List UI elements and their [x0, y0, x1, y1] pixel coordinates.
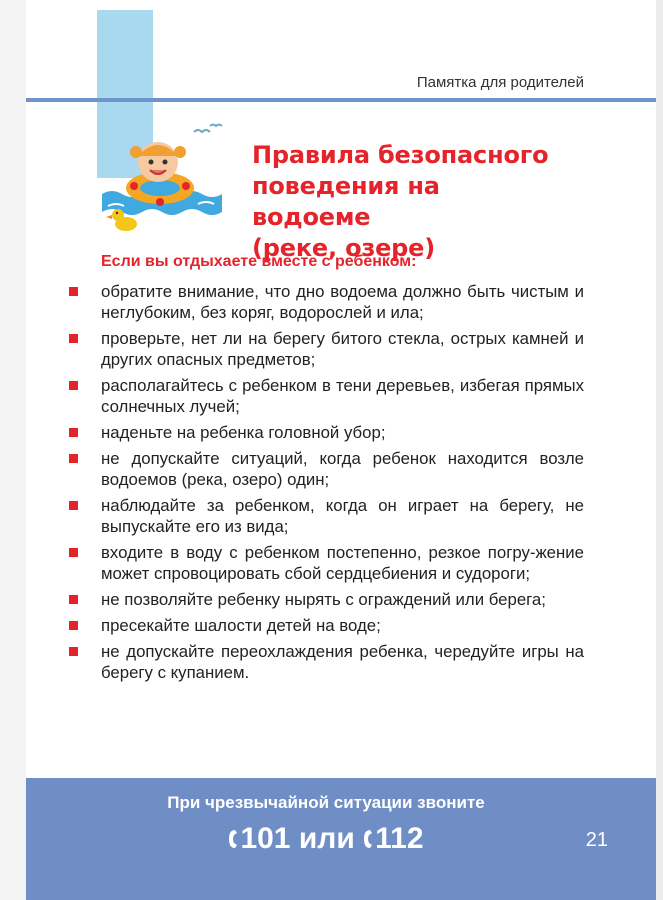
- header-rule: [26, 98, 656, 102]
- emergency-number-112: 112: [375, 822, 424, 855]
- list-item: [68, 448, 584, 490]
- list-item-text: располагайтесь с ребенком в тени деревьев, избегая прямых солнечных лучей;: [101, 376, 584, 416]
- list-item-text: пресекайте шалости детей на воде;: [101, 616, 381, 635]
- title-line: поведения на водоеме: [252, 172, 440, 231]
- child-swimming-illustration-icon: [98, 122, 230, 238]
- title-line: Правила безопасного: [252, 141, 549, 169]
- bullet-square-icon: [69, 381, 78, 390]
- rules-list: [68, 281, 584, 688]
- list-item: [68, 495, 584, 537]
- list-item: [68, 328, 584, 370]
- title-line: (реке, озере): [252, 234, 436, 262]
- page-number: 21: [585, 829, 608, 851]
- intro-heading: Если вы отдыхаете вместе с ребенком:: [101, 253, 417, 270]
- emergency-text: При чрезвычайной ситуации звоните: [167, 793, 485, 812]
- list-item: [68, 281, 584, 323]
- list-item-text: наденьте на ребенка головной убор;: [101, 423, 386, 442]
- bullet-square-icon: [69, 334, 78, 343]
- bullet-square-icon: [69, 287, 78, 296]
- emergency-numbers: [26, 822, 626, 856]
- bullet-square-icon: [69, 595, 78, 604]
- bullet-square-icon: [69, 428, 78, 437]
- bullet-square-icon: [69, 621, 78, 630]
- list-item: [68, 615, 584, 636]
- list-item-text: входите в воду с ребенком постепенно, резкое погру-жение может спровоцировать сбой сердцебиения и судороги;: [101, 543, 584, 583]
- list-item-text: не допускайте переохлаждения ребенка, чередуйте игры на берегу с купанием.: [101, 642, 584, 682]
- phone-icon: [363, 829, 373, 849]
- list-item-text: наблюдайте за ребенком, когда он играет на берегу, не выпускайте его из вида;: [101, 496, 584, 536]
- header-text: Памятка для родителей: [416, 74, 584, 91]
- list-item-text: не допускайте ситуаций, когда ребенок находится возле водоемов (река, озеро) один;: [101, 449, 584, 489]
- page-edge: [656, 0, 663, 900]
- emergency-connector: или: [298, 822, 355, 855]
- page-title: [252, 140, 562, 264]
- bullet-square-icon: [69, 501, 78, 510]
- list-item: [68, 641, 584, 683]
- list-item: [68, 422, 584, 443]
- list-item: [68, 589, 584, 610]
- list-item-text: обратите внимание, что дно водоема должно быть чистым и неглубоким, без коряг, водорослей и ила;: [101, 282, 584, 322]
- bullet-square-icon: [69, 454, 78, 463]
- bullet-square-icon: [69, 647, 78, 656]
- emergency-number-101: 101: [240, 822, 291, 855]
- phone-icon: [228, 829, 238, 849]
- emergency-footer: [26, 778, 656, 900]
- list-item-text: не позволяйте ребенку нырять с ограждений или берега;: [101, 590, 546, 609]
- list-item: [68, 375, 584, 417]
- bullet-square-icon: [69, 548, 78, 557]
- list-item: [68, 542, 584, 584]
- list-item-text: проверьте, нет ли на берегу битого стекла, острых камней и других опасных предметов;: [101, 329, 584, 369]
